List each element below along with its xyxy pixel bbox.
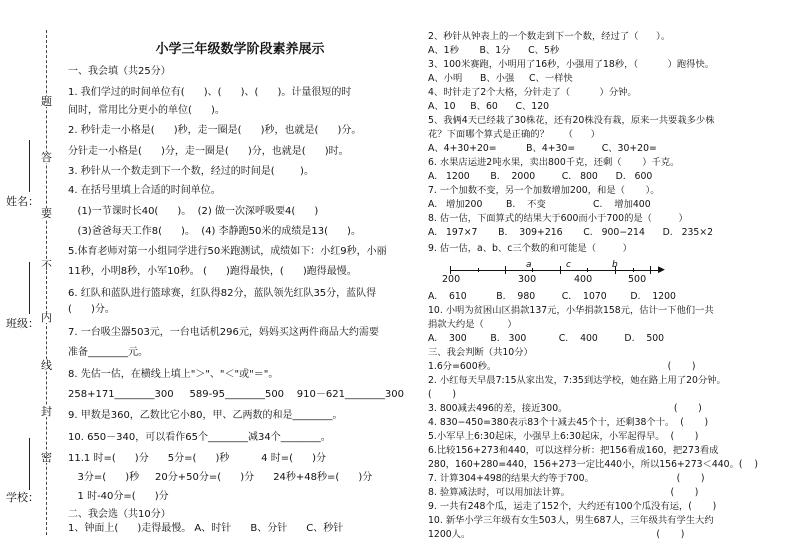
question-line: 7. 计算304+498的结果大约等于700。 ( ) [428,473,705,484]
question-line: 5.小军早上6:30起床，小强早上6:30起床，小军起得早。 ( ) [428,431,699,442]
number-line-diagram [442,260,680,290]
number-line-tick [560,266,561,274]
number-line-axis [450,270,660,271]
arrow-right-icon: ▶ [658,265,665,275]
question-line: 4. 在括号里填上合适的时间单位。 [68,185,221,196]
question-line: 一、我会填（共25分） [68,66,171,77]
number-line-minor-tick [587,268,588,272]
question-line: 10. 650－340，可以看作65个________减34个________。 [68,432,331,443]
question-line: 1、钟面上( )走得最慢。 A、时针 B、分针 C、秒针 [68,523,344,534]
binding-char: 内 [41,311,52,324]
question-line: A. 197×7 B. 309+216 C. 900−214 D. 235×2 [428,227,714,238]
question-line: 1.6分=600秒。 ( ) [428,361,696,372]
question-line: 捐款大约是（ ） [428,319,517,330]
question-line: 10. 小明为贫困山区捐款137元，小华捐款158元，估计一下他们一共 [428,305,714,316]
question-line: 9. 一共有248个瓜，运走了152个，大约还有100个瓜没有运，( ) [428,501,717,512]
question-line: 9. 甲数是360，乙数比它小80，甲、乙两数的和是________。 [68,410,343,421]
name-blank[interactable] [29,140,30,192]
question-line: A、小明 B、小强 C、一样快 [428,73,573,84]
question-line: ( )分。 [68,304,115,315]
question-line: 8. 先估一估，在横线上填上"＞"、"＜"或"＝"。 [68,369,279,380]
question-line: 6.比较156+273和440，可以这样分析：把156看成160，把273看成 [428,445,719,456]
binding-margin [0,0,62,560]
question-line: 1 时-40分=( )分 [68,491,169,502]
question-line: 280，160+280=440，156+273一定比440小，所以156+273＜440。( ) [428,459,758,470]
number-line-tick [450,266,451,274]
school-label: 学校： [6,491,39,504]
question-line: 3. 800减去496的差，接近300。 ( ) [428,403,702,414]
school-blank[interactable] [29,438,30,490]
binding-char: 不 [41,259,52,272]
question-line: A、4+30+20= B、4+30= C、30+20= [428,143,657,154]
number-line-tick [650,266,651,274]
name-label: 姓名： [6,195,39,208]
binding-char: 封 [41,405,52,418]
question-line: 9. 估一估，a、b、c三个数的和可能是（ ） [428,243,632,254]
class-blank[interactable] [29,262,30,314]
number-line-label: 500 [628,274,647,285]
binding-char: 题 [41,95,52,108]
question-line: 8. 估一估，下面算式的结果大于600而小于700的是（ ） [428,213,688,224]
question-line: ( ) [428,389,456,400]
question-line: 3、100米赛跑，小明用了16秒，小强用了18秒，（ ）跑得快。 [428,59,715,70]
number-line-point-label: b [612,260,618,270]
question-line: 二、我会选（共10分） [68,509,171,520]
question-line: 5.体育老师对第一小组同学进行50米跑测试，成绩如下：小红9秒，小丽 [68,246,387,257]
question-line: 7. 一个加数不变，另一个加数增加200，和是（ ）。 [428,185,660,196]
number-line-minor-tick [633,268,634,272]
number-line-tick [505,266,506,274]
binding-char: 要 [41,207,52,220]
question-line: 3分=( )秒 20分+50分=( )分 24秒+48秒=( )分 [68,472,373,483]
class-label: 班级： [6,317,39,330]
question-line: 7. 一台吸尘器503元，一台电话机296元，妈妈买这两件商品大约需要 [68,327,379,338]
question-line: 4、时针走了2个大格，分针走了（ ）分钟。 [428,87,637,98]
question-line: 1. 我们学过的时间单位有( )、( )、( )。计量很短的时 [68,87,352,98]
question-line: 间时，常用比分更小的单位( )。 [68,105,225,116]
question-line: 11.1 时=( )分 5分=( )秒 4 时=( )分 [68,453,326,464]
number-line-point-label: c [566,260,571,270]
question-line: (1)一节课时长40( )。 (2) 做一次深呼吸要4( ) [68,206,319,217]
question-line: (3)爸爸每天工作8( )。 (4) 李静跑50米的成绩是13( )。 [68,226,361,237]
question-line: 2、秒针从钟表上的一个数走到下一个数，经过了（ ）。 [428,31,671,42]
number-line-label: 400 [574,274,593,285]
question-line: A、1秒 B、1分 C、5秒 [428,45,560,56]
question-line: A. 1200 B. 2000 C. 800 D. 600 [428,171,653,182]
question-line: 三、我会判断（共10分） [428,347,533,358]
number-line-label: 200 [442,274,461,285]
question-line: 8. 验算减法时，可以用加法计算。 ( ) [428,487,699,498]
number-line-point-label: a [526,260,532,270]
number-line-minor-tick [478,268,479,272]
binding-char: 线 [41,359,52,372]
question-line: A、10 B、60 C、120 [428,101,550,112]
question-line: 11秒，小明8秒，小军10秒。 ( )跑得最快，( )跑得最慢。 [68,266,357,277]
question-line: 258+171________300 589-95________500 910－621________300 [68,389,405,400]
question-line: A. 300 B. 300 C. 400 D. 500 [428,333,665,344]
left-column [68,0,412,560]
question-line: 花？下面哪个算式是正确的？ （ ） [428,129,600,140]
question-line: 10. 新华小学三年级有女生503人，男生687人，三年级共有学生大约 [428,515,714,526]
question-line: 2. 小红每天早晨7:15从家出发，7:35到达学校，她在路上用了20分钟。 [428,375,726,386]
question-line: 准备________元。 [68,347,148,358]
number-line-minor-tick [532,268,533,272]
question-line: 3. 秒针从一个数走到下一个数，经过的时间是( )。 [68,166,314,177]
question-line: 6. 水果店运进2吨水果，卖出800千克，还剩（ ）千克。 [428,157,680,168]
question-line: 4. 830−450=380表示83个十减去45个十，还剩38个十。 ( ) [428,417,709,428]
question-line: A. 增加200 B. 不变 C. 增加400 [428,199,651,210]
page-title: 小学三年级数学阶段素养展示 [155,42,325,57]
question-line: A. 610 B. 980 C. 1070 D. 1200 [428,291,676,302]
number-line-label: 300 [518,274,537,285]
binding-char: 答 [41,151,52,164]
question-line: 1200人。 ( ) [428,529,685,540]
binding-char: 密 [41,451,52,464]
question-line: 分针走一小格是( )分，走一圈是( )分，也就是( )时。 [68,146,349,157]
question-line: 5、我俩4天已经栽了30株花，还有20株没有栽，原来一共要栽多少株 [428,115,715,126]
question-line: 2. 秒针走一小格是( )秒，走一圈是( )秒，也就是( )分。 [68,125,362,136]
question-line: 6. 红队和蓝队进行篮球赛，红队得82分，蓝队领先红队35分，蓝队得 [68,288,377,299]
